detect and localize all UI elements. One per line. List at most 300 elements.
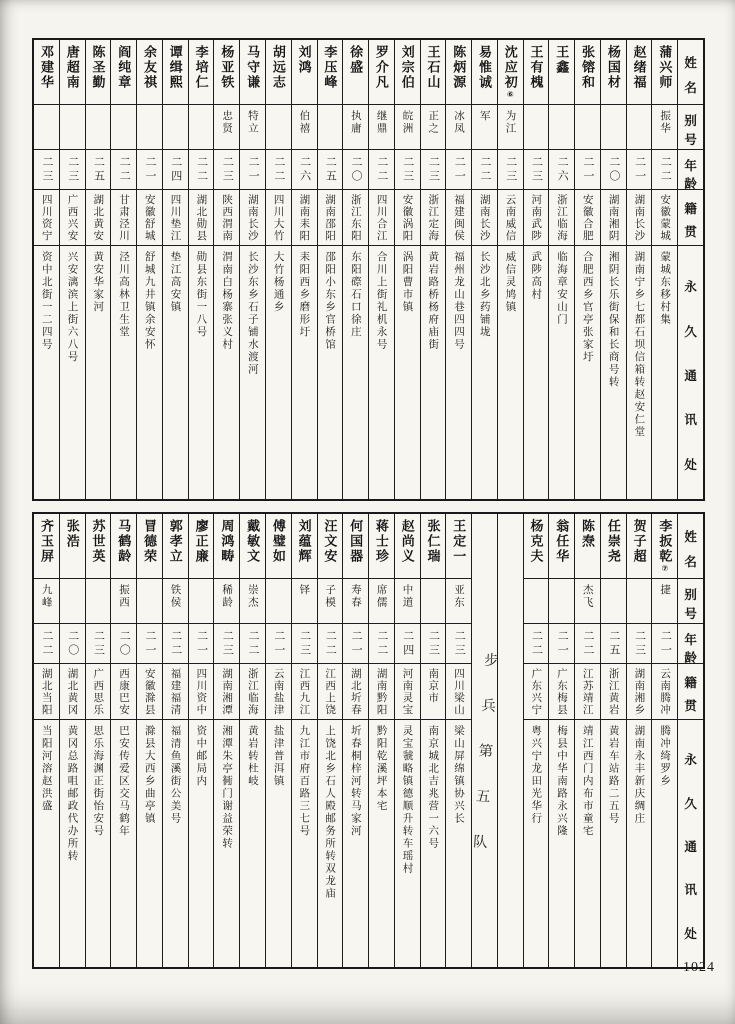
header-char: 籍 [684, 202, 697, 216]
person-native-cell [111, 189, 136, 245]
person-address-cell [343, 719, 368, 967]
header-cell-address [678, 719, 703, 967]
person-column [600, 40, 626, 499]
person-name-cell [111, 514, 136, 578]
person-alias-cell [446, 104, 471, 149]
person-name-cell [137, 514, 162, 578]
person-age-cell [137, 623, 162, 663]
person-age: 二一 [350, 630, 363, 658]
person-address-cell [369, 245, 394, 499]
person-native-cell [421, 663, 446, 719]
person-column [265, 514, 291, 967]
person-native-cell [240, 663, 265, 719]
person-alias-cell [601, 104, 626, 149]
person-native-cell [369, 663, 394, 719]
person-alias-cell [343, 104, 368, 149]
person-address-cell [627, 245, 652, 499]
person-address-cell [446, 245, 471, 499]
person-column [239, 514, 265, 967]
header-char: 讯 [684, 883, 697, 898]
person-column [626, 514, 652, 967]
person-native: 广西兴安 [66, 194, 79, 242]
person-native-cell [549, 663, 574, 719]
person-address: 巴安传爱区交马鹤年 [118, 725, 131, 838]
person-address: 思乐海渊正街怡安号 [92, 725, 105, 838]
person-native-cell [60, 189, 85, 245]
person-native: 福建福清 [169, 668, 182, 716]
person-native: 江西九江 [298, 668, 311, 716]
person-name-cell [60, 40, 85, 104]
person-address: 圻春桐梓河转马家河 [349, 725, 362, 838]
person-name-cell [549, 514, 574, 578]
header-char: 年 [684, 159, 697, 173]
person-column [136, 514, 162, 967]
person-native-cell [189, 663, 214, 719]
person-address: 盐津普洱镇 [272, 725, 285, 788]
person-native-cell [601, 189, 626, 245]
name-footnote-mark: ⑦ [660, 564, 670, 573]
person-address: 资中北街一二四号 [40, 251, 53, 351]
person-address-cell [214, 245, 239, 499]
person-native: 云南盐津 [272, 668, 285, 716]
person-name: 陈圣勤 [90, 45, 106, 90]
person-name: 余友祺 [142, 45, 158, 90]
person-age: 二三 [633, 630, 646, 658]
roster-table-top [32, 38, 705, 501]
person-age: 二五 [92, 156, 105, 184]
person-alias-cell [214, 104, 239, 149]
person-name-cell [549, 40, 574, 104]
person-name-cell [421, 514, 446, 578]
person-address-cell [524, 719, 549, 967]
person-name-cell [575, 40, 600, 104]
person-name-cell [369, 514, 394, 578]
person-native-cell [163, 189, 188, 245]
header-char: 贯 [684, 225, 697, 239]
person-address: 粤兴宁龙田光华行 [530, 725, 543, 825]
person-native: 福建闽侯 [452, 194, 465, 242]
person-alias: 忠贤 [221, 110, 234, 135]
person-name-cell [601, 40, 626, 104]
person-age-cell [627, 149, 652, 189]
person-native: 四川垫江 [169, 194, 182, 242]
person-address: 滁县大西乡曲亭镇 [143, 725, 156, 825]
person-column [394, 514, 420, 967]
person-name-cell [318, 514, 343, 578]
person-age: 二一 [272, 630, 285, 658]
person-age: 二三 [221, 630, 234, 658]
person-age-cell [395, 623, 420, 663]
person-name: 赵尚义 [399, 519, 415, 564]
person-native-cell [421, 189, 446, 245]
person-name: 马守谦 [245, 45, 261, 90]
person-age-cell [266, 623, 291, 663]
person-address-cell [86, 719, 111, 967]
person-age: 二三 [66, 156, 79, 184]
person-column [59, 514, 85, 967]
person-address: 湖南宁乡七都石坝信箱转赵安仁堂 [633, 251, 646, 439]
person-age: 二六 [298, 156, 311, 184]
person-name: 何国器 [348, 519, 364, 564]
header-cell-alias [678, 578, 703, 623]
person-address: 舒城九井镇余安怀 [143, 251, 156, 351]
person-alias-cell [369, 104, 394, 149]
person-native: 安徽涡阳 [401, 194, 414, 242]
person-native-cell [524, 189, 549, 245]
header-cell-age [678, 623, 703, 663]
person-address: 上饶北乡石人殿邮务所转双龙庙 [324, 725, 337, 900]
person-native-cell [60, 663, 85, 719]
person-alias: 振西 [118, 584, 131, 609]
roster-table-bottom [32, 512, 705, 969]
person-address-cell [395, 719, 420, 967]
person-native: 甘肃泾川 [118, 194, 131, 242]
person-address: 合川上街礼机永号 [375, 251, 388, 351]
header-char: 处 [684, 457, 697, 472]
person-column [110, 514, 136, 967]
header-char: 姓 [684, 55, 697, 70]
person-address-cell [189, 245, 214, 499]
person-column [651, 514, 677, 967]
person-name-cell [524, 40, 549, 104]
person-address-cell [549, 245, 574, 499]
person-address: 福清鱼溪街公美号 [169, 725, 182, 825]
person-name-cell [421, 40, 446, 104]
person-native: 云南威信 [504, 194, 517, 242]
person-native-cell [266, 189, 291, 245]
person-name: 沈应初⑥ [502, 45, 518, 99]
person-native-cell [240, 189, 265, 245]
person-column [471, 40, 497, 499]
person-age-cell [111, 149, 136, 189]
person-address: 东阳磜石口徐庄 [349, 251, 362, 339]
person-native: 广东梅县 [556, 668, 569, 716]
person-name: 贺子超 [631, 519, 647, 564]
name-footnote-mark: ⑥ [505, 90, 515, 99]
person-age: 二二 [324, 630, 337, 658]
person-address-cell [343, 245, 368, 499]
person-age: 二二 [169, 630, 182, 658]
header-char: 龄 [684, 651, 697, 663]
person-address: 武陟高村 [530, 251, 543, 301]
person-age-cell [292, 149, 317, 189]
person-native: 安徽合肥 [581, 194, 594, 242]
person-alias: 特立 [246, 110, 259, 135]
person-name: 唐超南 [64, 45, 80, 90]
person-native-cell [34, 189, 59, 245]
person-native: 广东兴宁 [530, 668, 543, 716]
person-native: 湖南耒阳 [298, 194, 311, 242]
person-alias: 杰飞 [581, 584, 594, 609]
person-address-cell [421, 719, 446, 967]
person-address-cell [549, 719, 574, 967]
person-name: 冒德荣 [142, 519, 158, 564]
person-alias: 继鼎 [375, 110, 388, 135]
person-name-cell [189, 40, 214, 104]
person-column [59, 40, 85, 499]
person-alias-cell [214, 578, 239, 623]
person-alias-cell [601, 578, 626, 623]
person-name-cell [601, 514, 626, 578]
person-address-cell [60, 719, 85, 967]
person-name: 王鑫 [554, 45, 570, 75]
person-name-cell [34, 514, 59, 578]
person-column [368, 514, 394, 967]
person-native: 湖南长沙 [633, 194, 646, 242]
person-native: 湖南长沙 [246, 194, 259, 242]
person-address: 灵宝虢略镇德顺升转车瑶村 [401, 725, 414, 875]
person-address: 垫江高安镇 [169, 251, 182, 314]
person-address-cell [34, 719, 59, 967]
person-age-cell [137, 149, 162, 189]
person-age: 二三 [530, 156, 543, 184]
person-name-cell [266, 514, 291, 578]
person-alias-cell [60, 578, 85, 623]
person-column [317, 514, 343, 967]
person-alias-cell [266, 104, 291, 149]
person-native: 湖南邵阳 [324, 194, 337, 242]
person-name: 李培仁 [193, 45, 209, 90]
person-age-cell [343, 623, 368, 663]
person-address: 渭南白杨寨张义村 [221, 251, 234, 351]
person-age: 二二 [272, 156, 285, 184]
person-name: 刘蕴辉 [296, 519, 312, 564]
person-age: 二三 [427, 630, 440, 658]
header-cell-name [678, 40, 703, 104]
header-char: 号 [684, 607, 697, 621]
person-column [85, 514, 111, 967]
person-native-cell [627, 663, 652, 719]
person-age: 二二 [582, 630, 595, 658]
person-age: 二四 [401, 630, 414, 658]
person-alias-cell [137, 104, 162, 149]
person-age: 二三 [298, 630, 311, 658]
person-name-cell [343, 514, 368, 578]
person-column [34, 40, 59, 499]
header-char: 永 [684, 753, 697, 768]
person-native: 四川梁山 [452, 668, 465, 716]
person-alias-cell [549, 578, 574, 623]
header-cell-alias [678, 104, 703, 149]
header-char: 永 [684, 280, 697, 295]
person-column [368, 40, 394, 499]
person-alias-cell [627, 578, 652, 623]
header-char: 别 [684, 114, 697, 128]
person-age-cell [318, 623, 343, 663]
person-address: 长沙北乡药铺垅 [478, 251, 491, 339]
person-alias: 振华 [659, 110, 672, 135]
person-address-cell [266, 245, 291, 499]
person-name: 杨克夫 [528, 519, 544, 564]
person-address-cell [34, 245, 59, 499]
person-age: 二三 [453, 630, 466, 658]
person-native-cell [652, 189, 677, 245]
person-native-cell [524, 663, 549, 719]
person-column [188, 514, 214, 967]
person-native: 湖北当阳 [40, 668, 53, 716]
person-native: 江西上饶 [324, 668, 337, 716]
person-address-cell [446, 719, 471, 967]
person-name-cell [137, 40, 162, 104]
person-age-cell [498, 149, 523, 189]
person-name-cell [266, 40, 291, 104]
person-alias: 铁侯 [169, 584, 182, 609]
person-address: 黄冈总路咀邮政代办所转 [66, 725, 79, 863]
person-address-cell [318, 719, 343, 967]
person-native-cell [86, 663, 111, 719]
person-native: 湖南黔阳 [375, 668, 388, 716]
person-age-cell [214, 149, 239, 189]
person-column [213, 514, 239, 967]
person-age: 二二 [375, 156, 388, 184]
person-native-cell [575, 189, 600, 245]
person-native-cell [86, 189, 111, 245]
person-age: 二二 [40, 630, 53, 658]
person-address: 当阳河溶赵洪盛 [40, 725, 53, 813]
person-name-cell [343, 40, 368, 104]
person-name: 齐玉屏 [38, 519, 54, 564]
person-address: 黔阳乾溪坪本宅 [375, 725, 388, 813]
person-age-cell [601, 623, 626, 663]
header-char: 名 [684, 81, 697, 96]
person-name: 刘宗伯 [399, 45, 415, 90]
person-address: 南京城北吉兆营一六号 [427, 725, 440, 850]
person-address: 黄岩车站路二五号 [607, 725, 620, 825]
person-alias-cell [111, 104, 136, 149]
person-native-cell [652, 663, 677, 719]
person-alias: 亚东 [452, 584, 465, 609]
person-age-cell [189, 623, 214, 663]
person-alias-cell [111, 578, 136, 623]
person-column [291, 514, 317, 967]
person-name-cell [163, 40, 188, 104]
person-native-cell [343, 189, 368, 245]
person-age-cell [60, 149, 85, 189]
person-native-cell [395, 189, 420, 245]
person-name-cell [189, 514, 214, 578]
person-address-cell [421, 245, 446, 499]
person-native-cell [575, 663, 600, 719]
person-alias: 捷 [659, 584, 672, 597]
person-age: 二二 [530, 630, 543, 658]
person-age-cell [446, 149, 471, 189]
person-column [548, 514, 574, 967]
person-name-cell [575, 514, 600, 578]
person-column [342, 514, 368, 967]
person-name-cell [472, 40, 497, 104]
person-address-cell [524, 245, 549, 499]
person-name: 张镕和 [580, 45, 596, 90]
person-native: 浙江临海 [556, 194, 569, 242]
person-name-cell [627, 514, 652, 578]
person-age: 二二 [195, 156, 208, 184]
header-char: 久 [684, 796, 697, 811]
person-alias-cell [318, 578, 343, 623]
person-alias: 伯禧 [298, 110, 311, 135]
header-char: 通 [684, 839, 697, 854]
person-address-cell [86, 245, 111, 499]
person-address-cell [652, 719, 677, 967]
page-number: 1024 [683, 960, 715, 975]
person-age: 二四 [169, 156, 182, 184]
person-name: 李扳乾⑦ [657, 519, 673, 573]
person-native: 安徽舒城 [143, 194, 156, 242]
person-age-cell [369, 149, 394, 189]
person-name-cell [369, 40, 394, 104]
person-address-cell [240, 719, 265, 967]
person-address: 邵阳小东乡官桥馆 [324, 251, 337, 351]
person-alias-cell [369, 578, 394, 623]
person-address: 蒙城东移村集 [659, 251, 672, 326]
person-address: 腾冲绮罗乡 [659, 725, 672, 788]
person-native: 四川大竹 [272, 194, 285, 242]
person-alias-cell [549, 104, 574, 149]
person-address-cell [292, 245, 317, 499]
header-char: 久 [684, 324, 697, 339]
person-age-cell [575, 623, 600, 663]
person-name: 易惟诚 [476, 45, 492, 90]
person-native: 湖南长沙 [478, 194, 491, 242]
person-address-cell [163, 245, 188, 499]
person-alias-cell [575, 578, 600, 623]
person-address: 长沙东乡石子铺水渡河 [246, 251, 259, 376]
person-name: 阎纯章 [116, 45, 132, 90]
person-name: 徐盛 [348, 45, 364, 75]
person-age-cell [111, 623, 136, 663]
person-column [497, 40, 523, 499]
person-native: 安徽滁县 [143, 668, 156, 716]
person-address: 湖南永丰新庆绸庄 [633, 725, 646, 825]
person-name-cell [214, 514, 239, 578]
person-address: 梅县中华南路永兴隆 [556, 725, 569, 838]
person-age: 二五 [324, 156, 337, 184]
person-name-cell [292, 514, 317, 578]
person-age-cell [652, 149, 677, 189]
person-column [110, 40, 136, 499]
person-address-cell [601, 719, 626, 967]
person-native: 浙江东阳 [349, 194, 362, 242]
header-char: 年 [684, 633, 697, 647]
person-name-cell [240, 514, 265, 578]
person-native: 浙江黄岩 [607, 668, 620, 716]
person-alias: 九峰 [40, 584, 53, 609]
person-name: 马鹤龄 [116, 519, 132, 564]
person-column [162, 514, 188, 967]
person-native: 西康巴安 [118, 668, 131, 716]
blank-column [497, 514, 523, 967]
person-name: 汪文安 [322, 519, 338, 564]
person-address-cell [652, 245, 677, 499]
person-column [162, 40, 188, 499]
person-address-cell [137, 719, 162, 967]
person-age-cell [86, 623, 111, 663]
person-name-cell [395, 40, 420, 104]
person-column [85, 40, 111, 499]
person-column [317, 40, 343, 499]
person-address-cell [292, 719, 317, 967]
person-native-cell [111, 663, 136, 719]
person-alias-cell [34, 578, 59, 623]
person-alias-cell [652, 578, 677, 623]
person-address-cell [163, 719, 188, 967]
person-native-cell [369, 189, 394, 245]
person-age-cell [472, 149, 497, 189]
person-native-cell [395, 663, 420, 719]
person-name: 罗介凡 [373, 45, 389, 90]
person-native: 广西思乐 [92, 668, 105, 716]
person-native: 河南灵宝 [401, 668, 414, 716]
person-name: 戴敏文 [245, 519, 261, 564]
